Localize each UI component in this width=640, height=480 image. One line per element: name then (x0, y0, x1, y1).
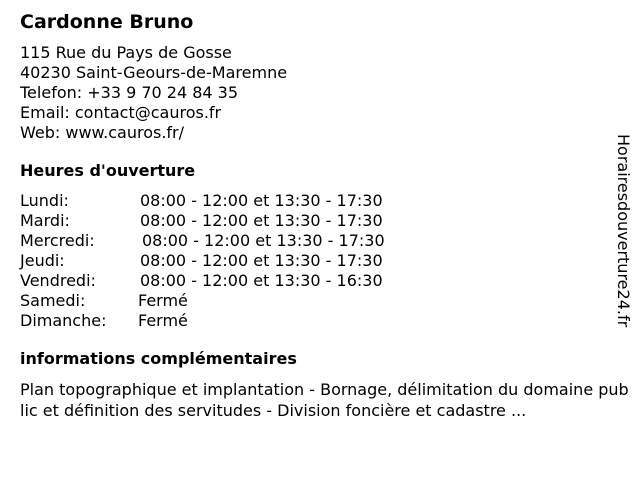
hours-row-saturday (20, 291, 620, 311)
hours-row-thursday (20, 251, 620, 271)
day-label: Mardi: (20, 211, 70, 230)
additional-info-text: Plan topographique et implantation - Bornage, délimitation du domaine public et définition des servitudes - Division foncière et cadastre ... (20, 380, 629, 420)
address-line-2: 40230 Saint-Geours-de-Maremne (20, 63, 288, 82)
watermark-text: Horairesdouverture24.fr (614, 134, 633, 328)
business-name: Cardonne Bruno (20, 11, 194, 33)
hours-row-tuesday (20, 211, 620, 231)
hours-row-friday (20, 271, 620, 291)
day-label: Lundi: (20, 191, 69, 210)
day-hours: 08:00 - 12:00 et 13:30 - 16:30 (140, 271, 383, 290)
day-hours: Fermé (138, 291, 188, 310)
day-label: Mercredi: (20, 231, 95, 250)
day-hours: Fermé (138, 311, 188, 330)
day-label: Jeudi: (20, 251, 65, 270)
opening-hours-table (20, 191, 620, 331)
phone-number: Telefon: +33 9 70 24 84 35 (20, 83, 239, 102)
day-label: Samedi: (20, 291, 86, 310)
hours-row-wednesday (20, 231, 620, 251)
day-hours: 08:00 - 12:00 et 13:30 - 17:30 (140, 211, 383, 230)
day-label: Dimanche: (20, 311, 107, 330)
address-line-1: 115 Rue du Pays de Gosse (20, 43, 232, 62)
hours-row-monday (20, 191, 620, 211)
watermark-vertical (612, 134, 634, 348)
day-label: Vendredi: (20, 271, 96, 290)
additional-info-heading: informations complémentaires (20, 349, 297, 368)
hours-row-sunday (20, 311, 620, 331)
day-hours: 08:00 - 12:00 et 13:30 - 17:30 (140, 251, 383, 270)
day-hours: 08:00 - 12:00 et 13:30 - 17:30 (140, 191, 383, 210)
email-address: Email: contact@cauros.fr (20, 103, 222, 122)
website: Web: www.cauros.fr/ (20, 123, 185, 142)
day-hours: 08:00 - 12:00 et 13:30 - 17:30 (142, 231, 385, 250)
opening-hours-heading: Heures d'ouverture (20, 161, 196, 180)
